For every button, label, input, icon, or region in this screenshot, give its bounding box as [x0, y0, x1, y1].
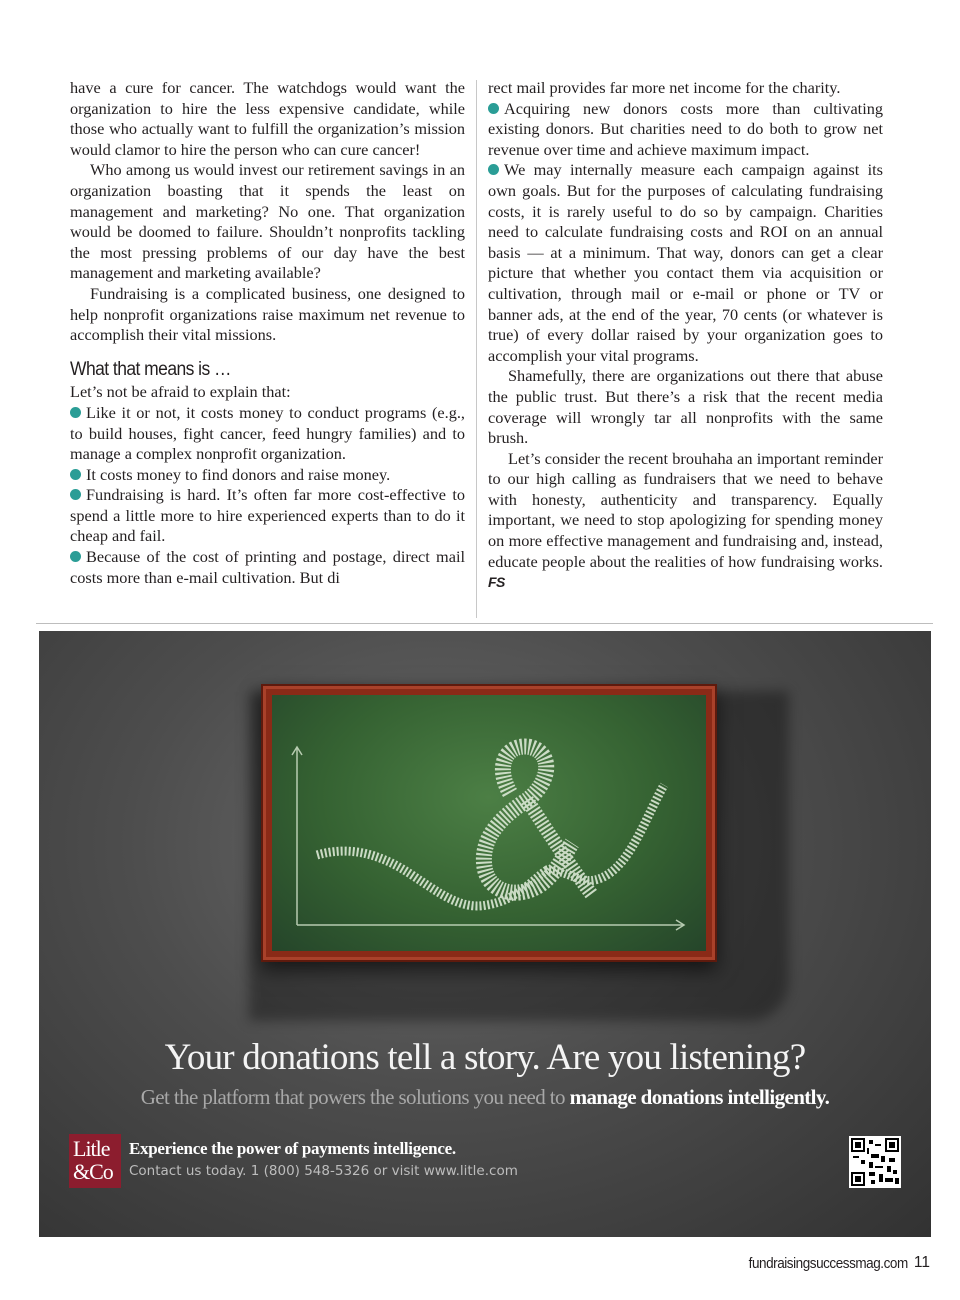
ad-subheadline: Get the platform that powers the solutions you need to manage donations intelligently. [140, 1085, 830, 1109]
bullet-dot-icon [70, 407, 81, 418]
paragraph: Let’s not be afraid to explain that: [70, 382, 291, 402]
bullet-dot-icon [70, 489, 81, 500]
qr-code-icon[interactable] [849, 1136, 901, 1188]
bullet-item: Fundraising is hard. It’s often far more cost-effective to spend a little more to hire experienced experts than to do it cheap and fail. [70, 485, 465, 546]
column-divider [476, 80, 477, 618]
ad-headline: Your donations tell a story. Are you listening? [164, 1037, 806, 1078]
page-number: 11 [913, 1254, 930, 1271]
end-mark: FS [488, 574, 505, 591]
bullet-item: Because of the cost of printing and postage, direct mail costs more than e-mail cultivation. But di [70, 547, 465, 587]
litle-co-logo[interactable]: Litle &Co [69, 1134, 121, 1188]
section-subhead: What that means is … [70, 358, 231, 380]
bullet-item: It costs money to find donors and raise money. [70, 465, 465, 486]
chalkboard-frame [261, 684, 717, 962]
paragraph: rect mail provides far more net income for the charity. [488, 78, 841, 97]
bullet-dot-icon [488, 164, 499, 175]
article-left-column [70, 78, 465, 588]
ampersand-glyph [484, 747, 572, 893]
ampersand-chart-illustration [272, 695, 706, 951]
footer-site: fundraisingsuccessmag.com [748, 1255, 908, 1272]
bullet-dot-icon [70, 469, 81, 480]
bullet-item: Acquiring new donors costs more than cultivating existing donors. But charities need to do both to grow net revenue over time and achieve maximum impact. [488, 98, 883, 159]
bullet-dot-icon [70, 551, 81, 562]
paragraph: have a cure for cancer. The watchdogs would want the organization to hire the less expensive candidate, while those who actually want to fulfill the organization’s mission would clamor to hire the person who can cure cancer! [70, 78, 465, 159]
article-right-column [488, 78, 883, 593]
bullet-dot-icon [488, 103, 499, 114]
bullet-item: Like it or not, it costs money to conduct programs (e.g., to build houses, fight cancer, feed hungry families) and to manage a complex nonprofit organization. [70, 402, 465, 464]
ad-tagline: Experience the power of payments intelligence. [129, 1139, 456, 1158]
paragraph: Who among us would invest our retirement savings in an organization boasting that it spends the least on management and marketing? No one. That organization would be doomed to failure. Shouldn’t nonprofits tackling the most pressing problems of our day have the best management and marketing available? [70, 160, 465, 283]
paragraph: Shamefully, there are organizations out there that abuse the public trust. But there’s a risk that the recent media coverage will wrongly tar all nonprofits with the same brush. [488, 366, 883, 448]
section-rule [36, 623, 933, 624]
bullet-item: We may internally measure each campaign against its own goals. But for the purposes of calculating fundraising costs, it is rarely useful to do so by campaign. Charities need to calculate fundraising costs and ROI on an annual basis — at a minimum. That way, donors can get a clear picture that whether you contact them via acquisition or cultivation, through mail or e-mail or phone or TV or banner ads, at the end of the year, 70 cents (or whatever is true) of every dollar raised by your organization goes to accomplish your vital programs. [488, 160, 883, 365]
chalkboard [272, 695, 706, 951]
paragraph: Fundraising is a complicated business, one designed to help nonprofit organizations raise maximum net revenue to accomplish their vital missions. [70, 283, 465, 345]
ampersand-tail [527, 800, 592, 895]
advertisement[interactable] [39, 631, 931, 1237]
ad-contact[interactable]: Contact us today. 1 (800) 548-5326 or visit www.litle.com [129, 1163, 518, 1179]
paragraph: Let’s consider the recent brouhaha an important reminder to our high calling as fundraisers that we need to behave with honesty, authenticity and transparency. Equally important, we need to stop apologizing for spending money on more effective management and fundraising and, instead, educate people about the realities of how fundraising works. FS [488, 448, 883, 591]
